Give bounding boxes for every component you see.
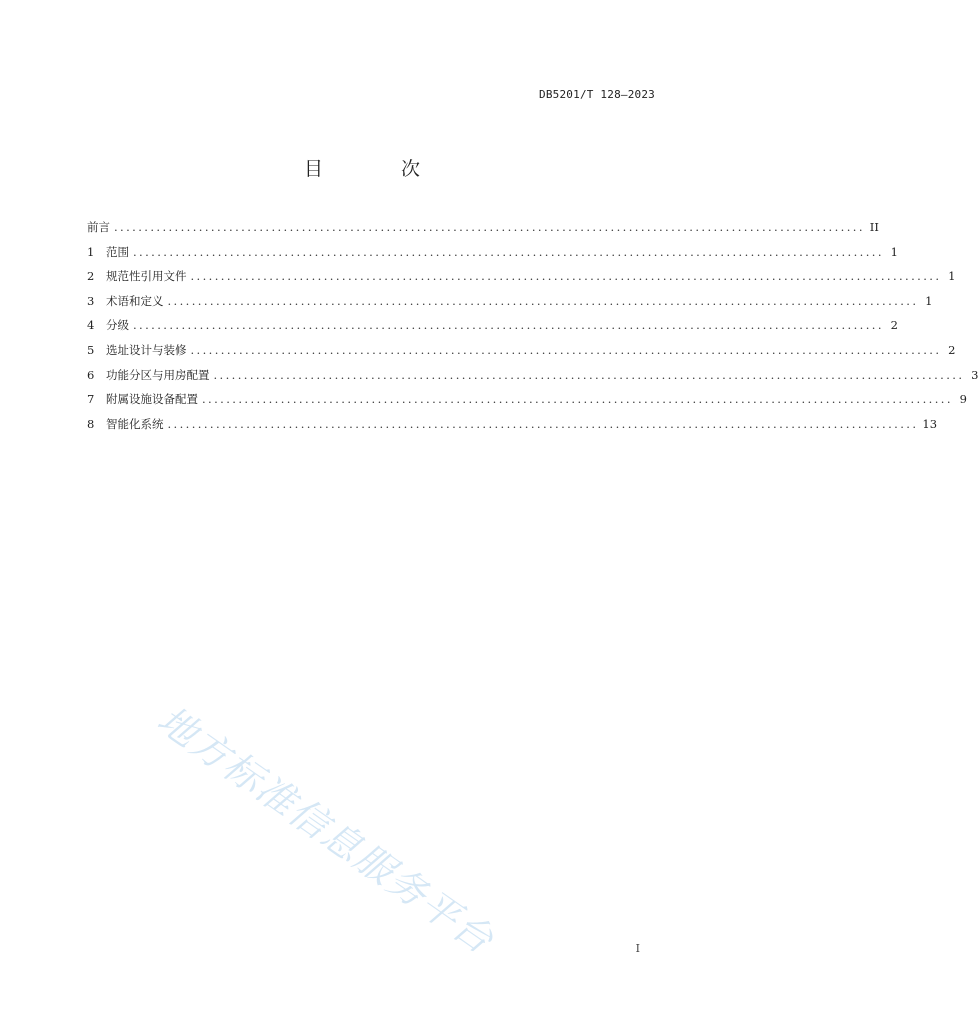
toc-entry[interactable]: [87, 416, 938, 441]
toc-entry-page: 1: [948, 269, 956, 284]
toc-leader: ............................................................................................................................: [167, 416, 919, 431]
toc-entry[interactable]: [87, 244, 898, 269]
toc-entry-page: 9: [959, 392, 967, 407]
toc-entry-number: 1: [87, 244, 95, 259]
table-of-contents: [87, 219, 978, 440]
toc-entry-number: 6: [87, 367, 95, 382]
toc-entry-page: II: [869, 220, 879, 234]
document-code: DB5201/T 128—2023: [539, 88, 655, 101]
toc-leader: ............................................................................................................................: [114, 220, 865, 234]
toc-entry-number: 8: [87, 416, 95, 431]
toc-entry-number: 3: [87, 293, 95, 308]
toc-entry-number: 5: [87, 342, 95, 357]
toc-entry[interactable]: [87, 342, 956, 367]
toc-leader: ............................................................................................................................: [213, 367, 965, 382]
toc-entry-number: 2: [87, 269, 95, 284]
toc-entry-label: 分级: [106, 318, 129, 333]
toc-entry-page: 2: [890, 318, 898, 333]
toc-entry-label: 选址设计与装修: [106, 342, 187, 357]
toc-leader: ............................................................................................................................: [133, 318, 884, 333]
toc-entry[interactable]: [87, 391, 967, 416]
toc-entry-label: 附属设施设备配置: [106, 392, 198, 407]
toc-entry-label: 范围: [106, 244, 129, 259]
toc-entry-page: 2: [948, 342, 956, 357]
toc-entry-label: 前言: [87, 220, 110, 234]
toc-entry[interactable]: [87, 367, 978, 392]
toc-entry-label: 规范性引用文件: [106, 269, 187, 284]
watermark: 地方标准信息服务平台: [149, 697, 503, 963]
toc-leader: ............................................................................................................................: [133, 244, 884, 259]
toc-leader: ............................................................................................................................: [190, 269, 942, 284]
toc-leader: ............................................................................................................................: [167, 293, 919, 308]
toc-entry-label: 功能分区与用房配置: [106, 367, 210, 382]
toc-entry[interactable]: [87, 268, 956, 293]
toc-entry-page: 13: [922, 416, 938, 431]
toc-entry-page: 3: [971, 367, 978, 382]
page-title: 目 次: [303, 158, 457, 180]
toc-entry-label: 术语和定义: [106, 293, 164, 308]
toc-entry[interactable]: [87, 293, 933, 318]
page-number: I: [635, 942, 640, 955]
toc-leader: ............................................................................................................................: [190, 342, 942, 357]
toc-entry[interactable]: [87, 219, 879, 244]
toc-entry[interactable]: [87, 317, 898, 342]
toc-leader: ............................................................................................................................: [202, 392, 953, 407]
toc-entry-page: 1: [925, 293, 933, 308]
toc-entry-number: 7: [87, 392, 95, 407]
toc-entry-page: 1: [890, 244, 898, 259]
toc-entry-number: 4: [87, 318, 95, 333]
toc-entry-label: 智能化系统: [106, 416, 164, 431]
